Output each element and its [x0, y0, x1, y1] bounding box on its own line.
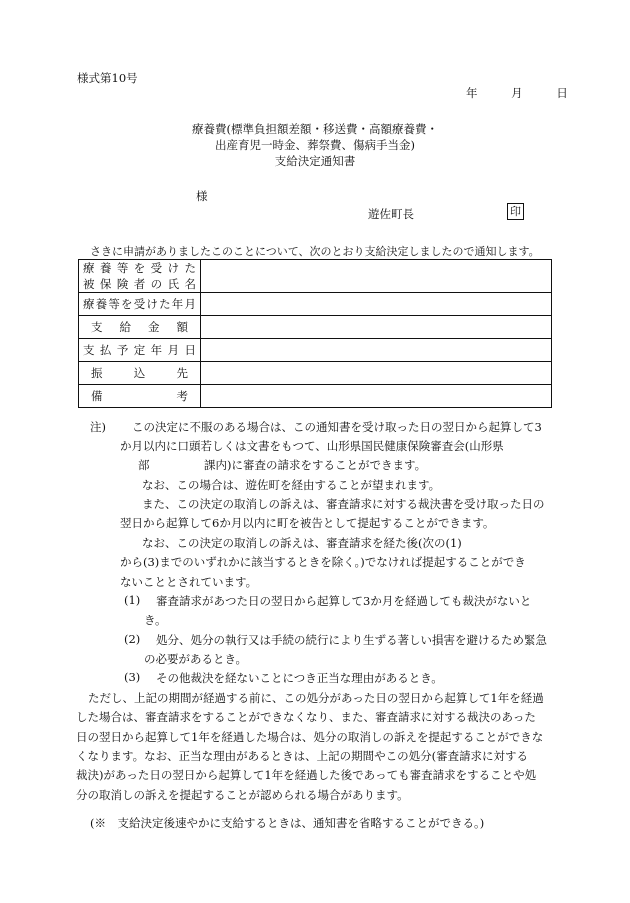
note-p3-line2: 翌日から起算して6か月以内に町を被告として提起することができます。 [120, 516, 495, 530]
notes-marker: 注) [90, 420, 106, 434]
item-3-number: (3) [124, 670, 141, 684]
document-title [0, 121, 630, 169]
label-text: 支給金額 [91, 320, 188, 334]
item-1-line1: 審査請求があつた日の翌日から起算して3か月を経過しても裁決がないと [156, 594, 532, 608]
table-row [79, 260, 552, 293]
note-p1-line1: この決定に不服のある場合は、この通知書を受け取った日の翌日から起算して3 [132, 420, 542, 434]
label-text: 療養等を受けた年月 [83, 297, 196, 311]
table-row [79, 293, 552, 316]
note-p5-line4: くなります。なお、正当な理由があるときは、上記の期間やこの処分(審査請求に対する [76, 749, 529, 763]
note-p5-line1: ただし、上記の期間が経過する前に、この処分があった日の翌日から起算して1年を経過 [88, 691, 544, 705]
table-row [79, 316, 552, 339]
item-3-line1: その他裁決を経ないことにつき正当な理由があるとき。 [156, 671, 443, 685]
value-cell [201, 339, 552, 362]
note-p3-line1: また、この決定の取消しの訴えは、審査請求に対する裁決書を受け取った日の [142, 497, 545, 511]
row-label-payment-date [79, 339, 201, 362]
table-row [79, 362, 552, 385]
value-cell [201, 260, 552, 293]
date-day: 日 [556, 86, 568, 100]
form-number: 様式第10号 [77, 71, 138, 85]
addressee-honorific: 様 [196, 189, 208, 203]
label-text: 備考 [91, 389, 188, 403]
note-p4-line2: から(3)までのいずれかに該当するときを除く。)でなければ提起することができ [120, 555, 526, 569]
note-p2: なお、この場合は、遊佐町を経由することが望まれます。 [142, 478, 441, 492]
value-cell [201, 293, 552, 316]
item-2-number: (2) [124, 632, 141, 646]
date-month: 月 [511, 86, 523, 100]
intro-text: さきに申請がありましたこのことについて、次のとおり支給決定しましたので通知します。 [90, 245, 540, 258]
row-label-amount [79, 316, 201, 339]
note-p1-line3b: 課内)に審査の請求をすることができます。 [204, 458, 427, 472]
label-text: 支払予定年月日 [83, 343, 196, 357]
value-cell [201, 385, 552, 408]
value-cell [201, 316, 552, 339]
note-p4-line1: なお、この決定の取消しの訴えは、審査請求を経た後(次の(1) [142, 536, 462, 550]
note-p4-line3: ないこととされています。 [120, 575, 258, 589]
row-label-insured-name [79, 260, 201, 293]
title-line-1: 療養費(標準負担額差額・移送費・高額療養費・ [192, 122, 438, 136]
table-row [79, 339, 552, 362]
date-year: 年 [466, 86, 478, 100]
item-2-line2: の必要があるとき。 [144, 652, 248, 666]
item-1-line2: き。 [144, 613, 167, 627]
note-p5-line2: した場合は、審査請求をすることができなくなり、また、審査請求に対する裁決のあった [76, 710, 536, 724]
title-line-3: 支給決定通知書 [274, 154, 356, 168]
payment-details-table [78, 259, 552, 408]
value-cell [201, 362, 552, 385]
row-label-treatment-month [79, 293, 201, 316]
item-2-line1: 処分、処分の執行又は手続の続行により生ずる著しい損害を避けるため緊急 [156, 633, 547, 647]
note-p5-line6: 分の取消しの訴えを提起することが認められる場合があります。 [76, 788, 409, 802]
note-p5-line3: 日の翌日から起算して1年を経過した場合は、処分の取消しの訴えを提起することができな [76, 730, 544, 744]
row-label-remarks [79, 385, 201, 408]
note-p5-line5: 裁決)があった日の翌日から起算して1年を経過した後であっても審査請求をすることや処 [76, 768, 537, 782]
label-line-2: 被保険者の氏名 [83, 277, 196, 291]
note-p1-line3a: 部 [138, 458, 150, 472]
seal-mark: 印 [507, 203, 524, 220]
note-p1-line2: か月以内に口頭若しくは文書をもつて、山形県国民健康保険審査会(山形県 [120, 439, 504, 453]
title-line-2: 出産育児一時金、葬祭費、傷病手当金) [215, 138, 415, 152]
label-text: 振込先 [91, 366, 188, 380]
table-row [79, 385, 552, 408]
date-line [466, 85, 568, 101]
footnote: (※ 支給決定後速やかに支給するときは、通知書を省略することができる。) [90, 816, 485, 830]
label-line-1: 療養等を受けた [83, 261, 196, 275]
sender-name: 遊佐町長 [368, 207, 414, 221]
item-1-number: (1) [124, 593, 141, 607]
row-label-transfer-to [79, 362, 201, 385]
